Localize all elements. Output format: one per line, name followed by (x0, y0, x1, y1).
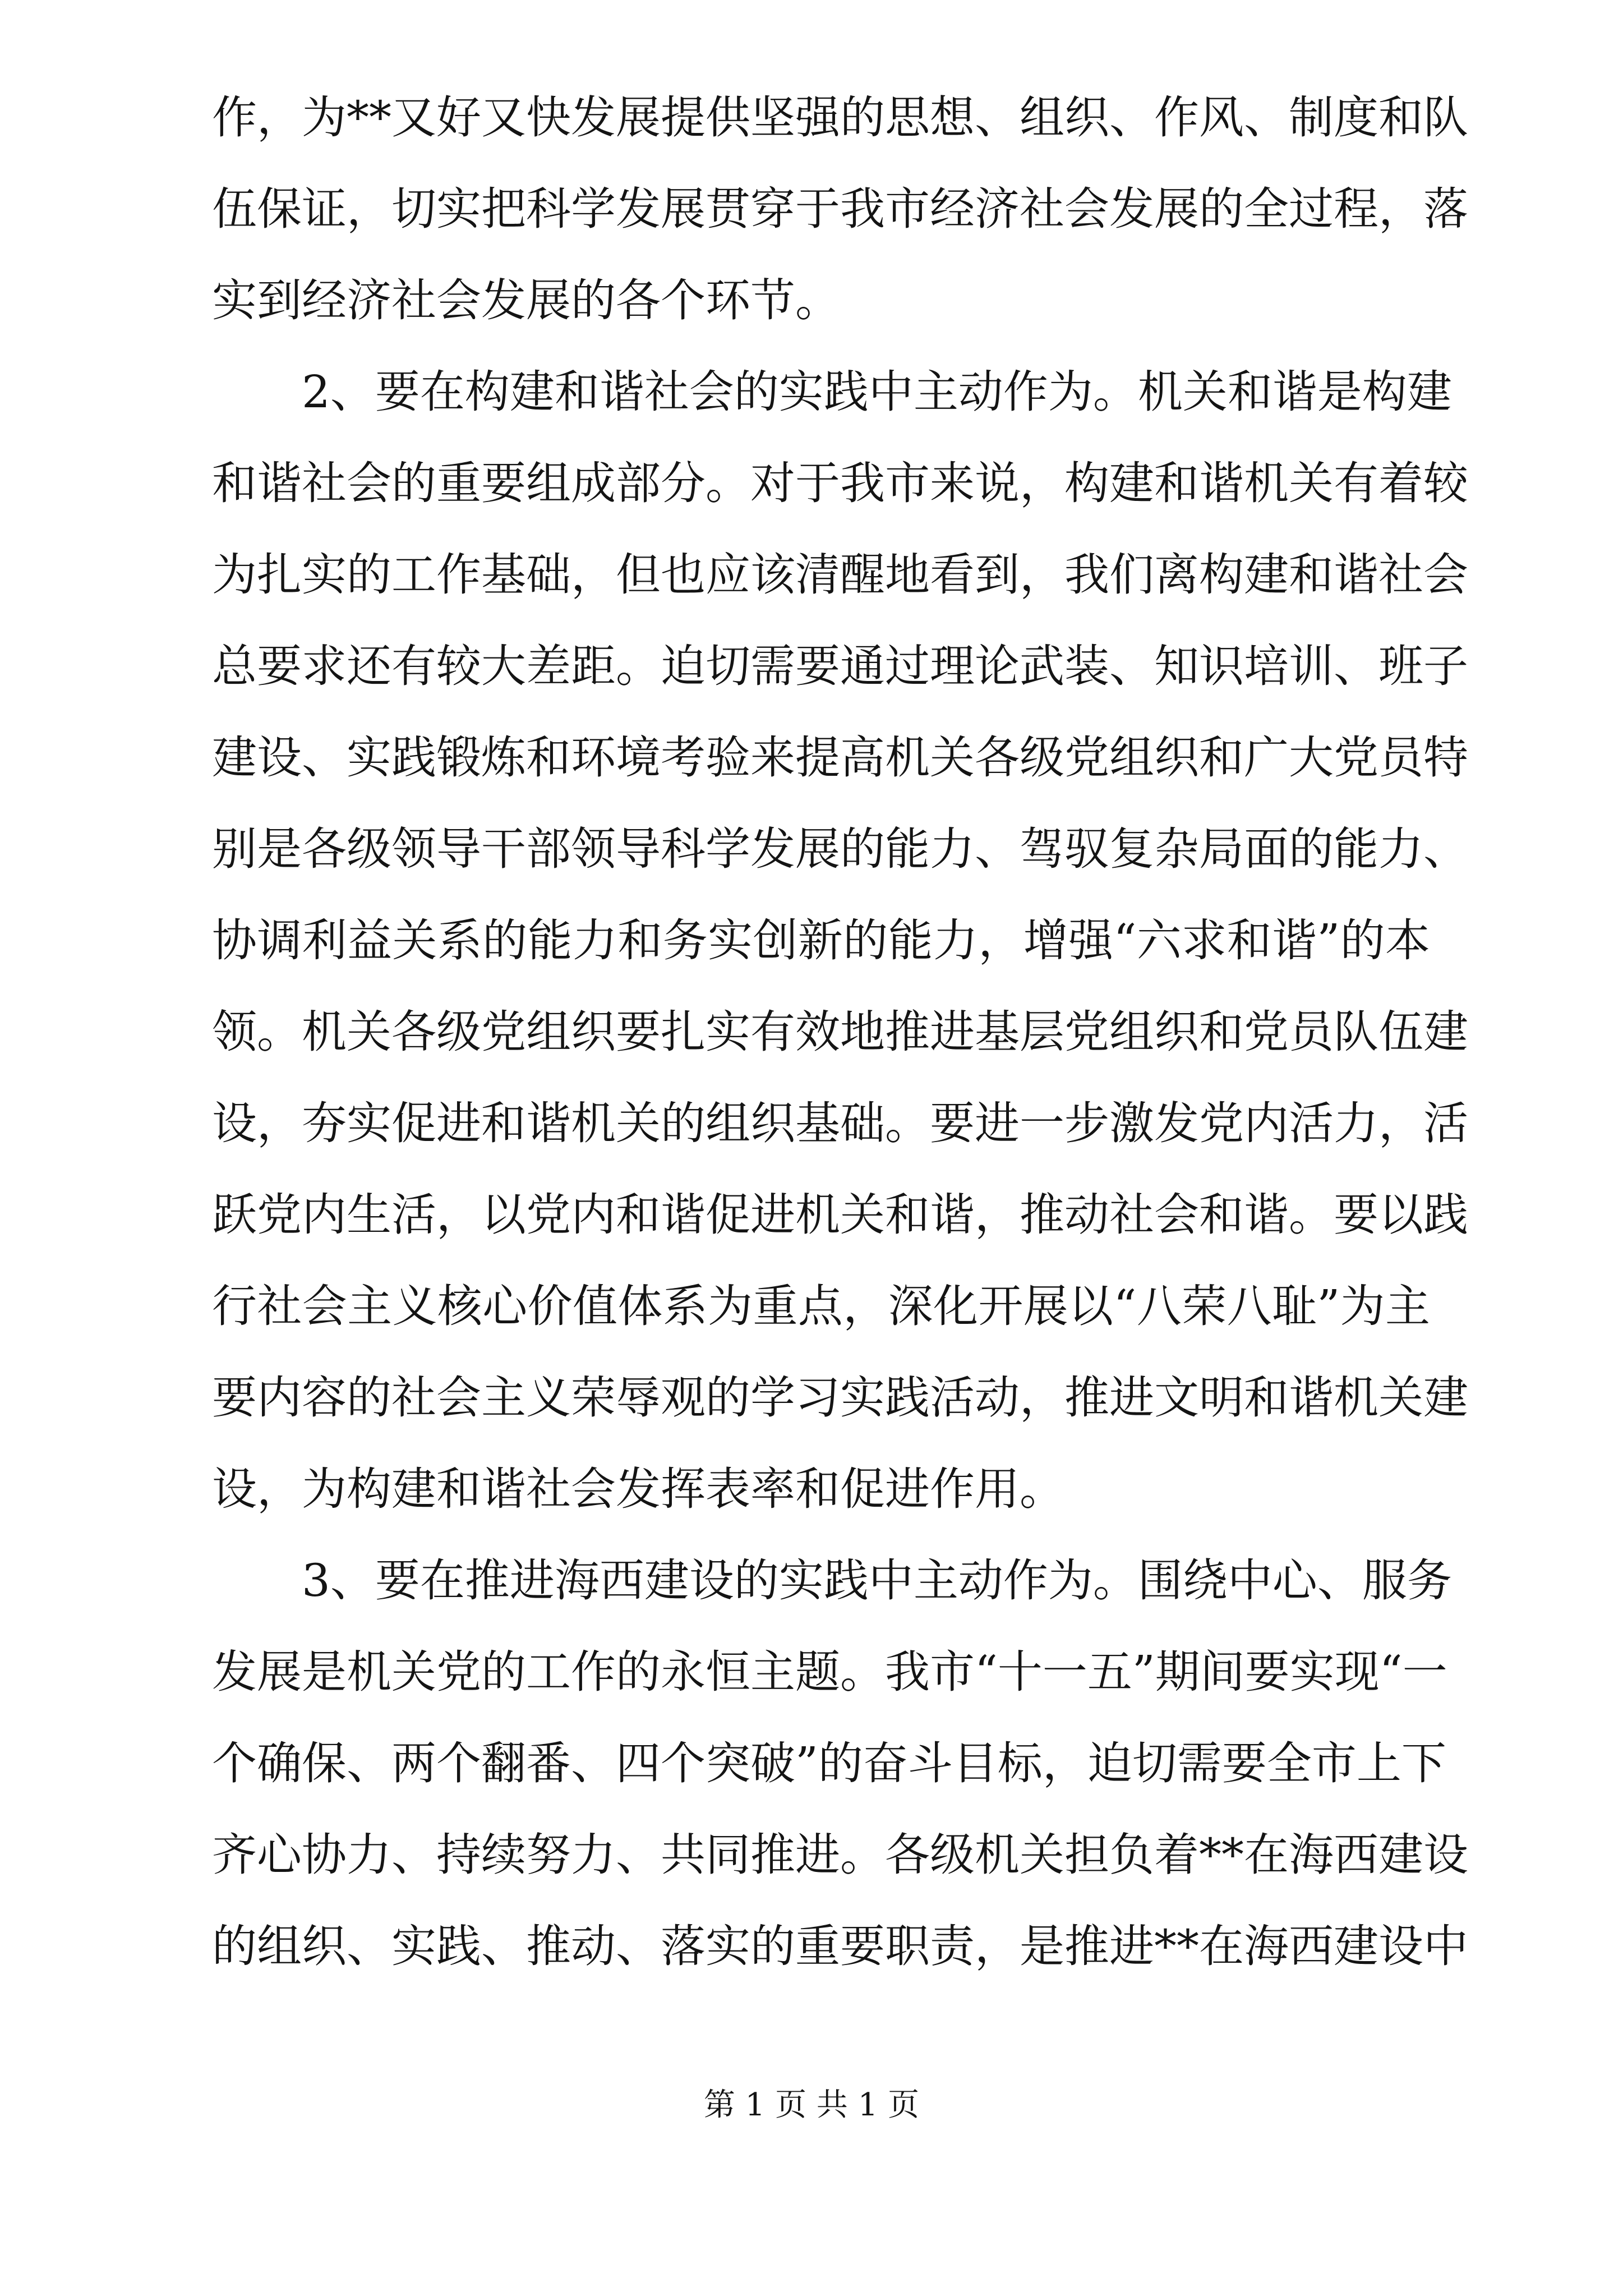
paragraph-1-line-2: 伍保证，切实把科学发展贯穿于我市经济社会发展的全过程，落 (212, 183, 1468, 235)
page-footer (0, 2086, 1623, 2125)
paragraph-3-line-2: 发展是机关党的工作的永恒主题。我市“十一五”期间要实现“一 (212, 1646, 1447, 1698)
paragraph-2-line-7: 协调利益关系的能力和务实创新的能力，增强“六求和谐”的本 (212, 914, 1430, 967)
paragraph-2-line-2: 和谐社会的重要组成部分。对于我市来说，构建和谐机关有着较 (212, 457, 1468, 509)
paragraph-3-line-5: 的组织、实践、推动、落实的重要职责，是推进**在海西建设中 (212, 1920, 1468, 1972)
paragraph-2-line-10: 跃党内生活，以党内和谐促进机关和谐，推动社会和谐。要以践 (212, 1189, 1468, 1241)
paragraph-2-line-8: 领。机关各级党组织要扎实有效地推进基层党组织和党员队伍建 (212, 1006, 1468, 1058)
paragraph-3-line-4: 齐心协力、持续努力、共同推进。各级机关担负着**在海西建设 (212, 1829, 1468, 1881)
paragraph-2-line-3: 为扎实的工作基础，但也应该清醒地看到，我们离构建和谐社会 (212, 549, 1468, 601)
page-number: 第 1 页 共 1 页 (703, 2087, 920, 2123)
paragraph-1-line-3: 实到经济社会发展的各个环节。 (212, 274, 840, 326)
paragraph-2-line-12: 要内容的社会主义荣辱观的学习实践活动，推进文明和谐机关建 (212, 1372, 1468, 1424)
paragraph-3-line-3: 个确保、两个翻番、四个突破”的奋斗目标，迫切需要全市上下 (212, 1737, 1446, 1789)
paragraph-2-line-4: 总要求还有较大差距。迫切需要通过理论武装、知识培训、班子 (212, 640, 1468, 692)
paragraph-1-line-1: 作，为**又好又快发展提供坚强的思想、组织、作风、制度和队 (212, 91, 1468, 144)
paragraph-2-line-1: 2、要在构建和谐社会的实践中主动作为。机关和谐是构建 (302, 366, 1452, 418)
paragraph-2-line-9: 设，夯实促进和谐机关的组织基础。要进一步激发党内活力，活 (212, 1097, 1468, 1149)
paragraph-2-line-6: 别是各级领导干部领导科学发展的能力、驾驭复杂局面的能力、 (212, 823, 1468, 875)
paragraph-2-line-11: 行社会主义核心价值体系为重点，深化开展以“八荣八耻”为主 (212, 1280, 1430, 1332)
paragraph-3-line-1: 3、要在推进海西建设的实践中主动作为。围绕中心、服务 (302, 1554, 1452, 1607)
paragraph-2-line-5: 建设、实践锻炼和环境考验来提高机关各级党组织和广大党员特 (212, 731, 1468, 784)
paragraph-2-line-13: 设，为构建和谐社会发挥表率和促进作用。 (212, 1463, 1064, 1515)
